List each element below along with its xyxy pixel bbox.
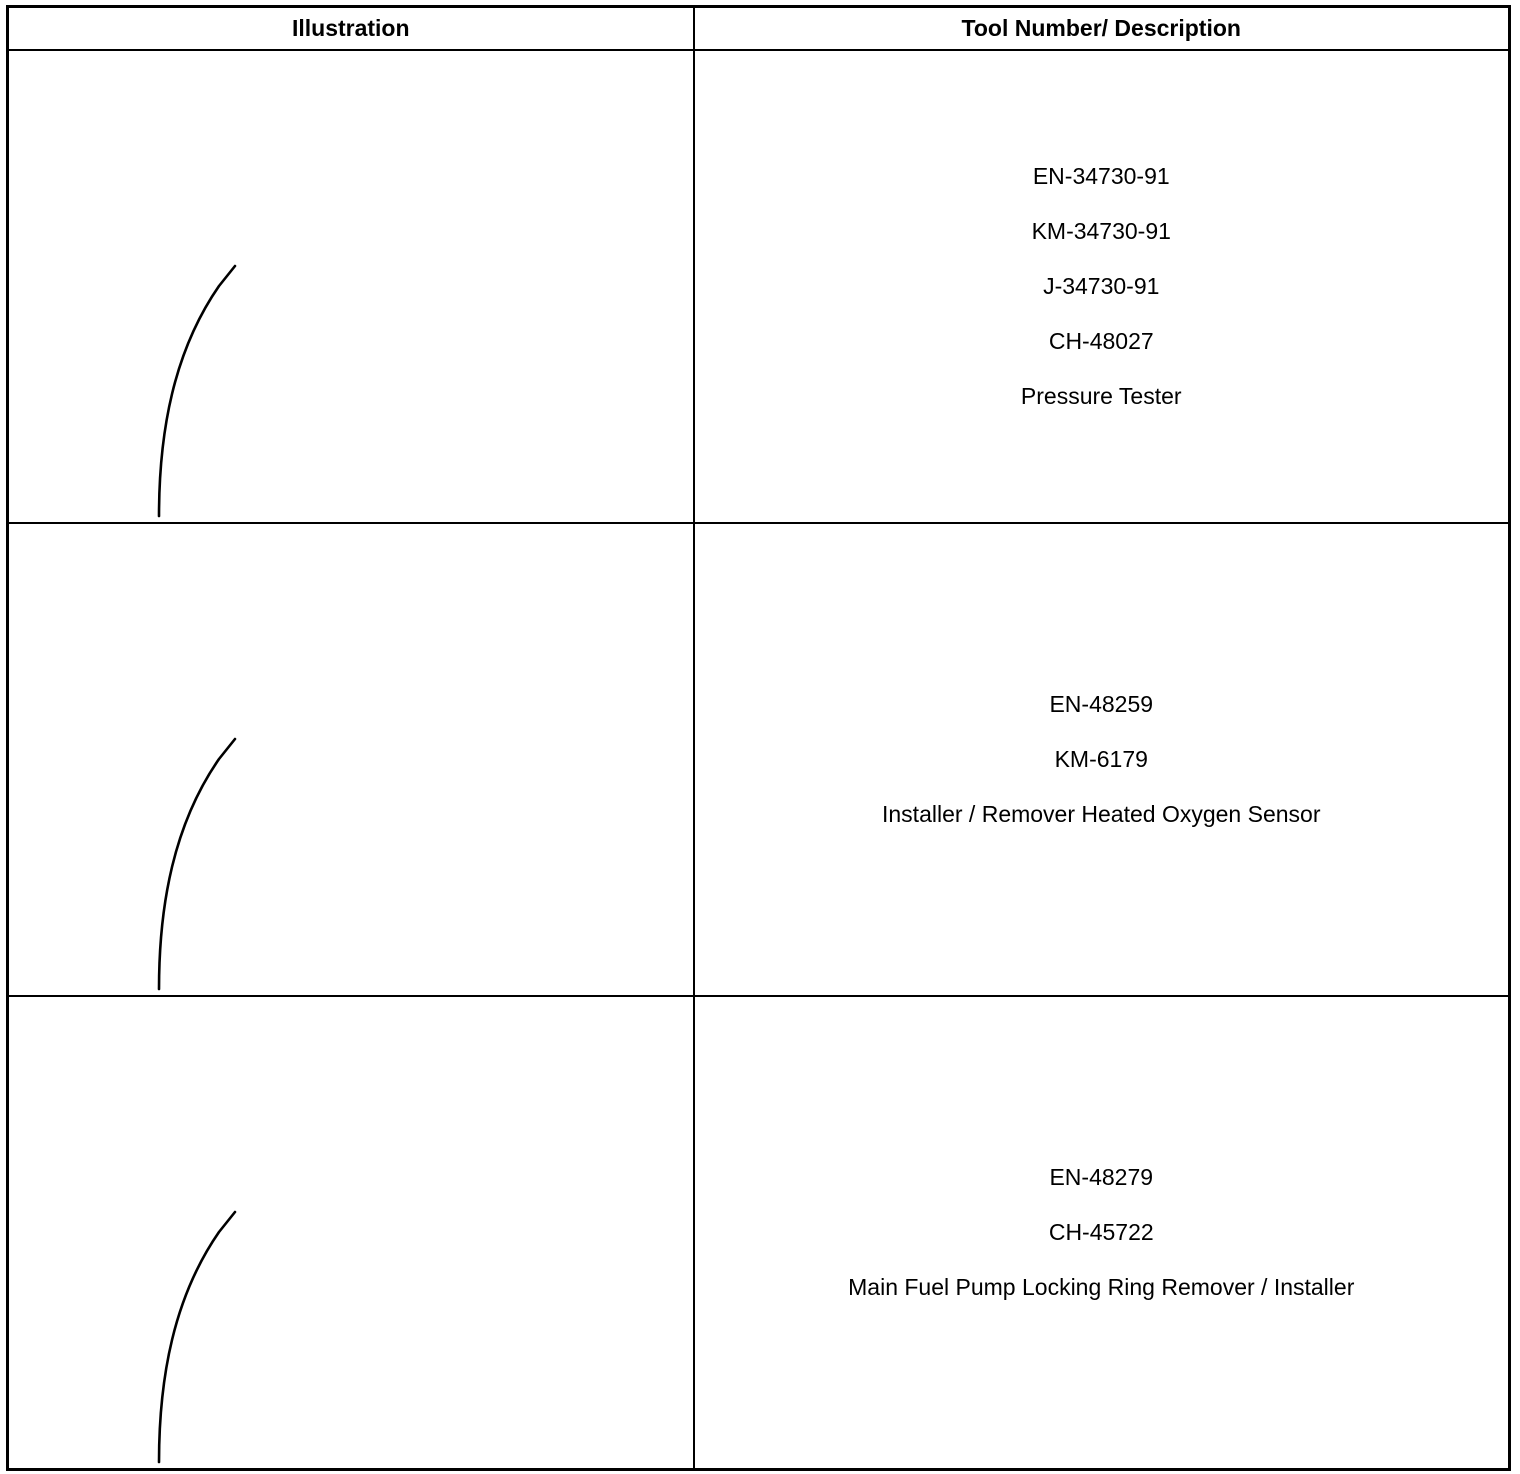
tool-number: KM-6179 bbox=[1054, 746, 1148, 772]
tool-description: Installer / Remover Heated Oxygen Sensor bbox=[882, 801, 1321, 827]
pressure-gauge-hose-icon bbox=[9, 997, 695, 1469]
table-row bbox=[8, 996, 1510, 1469]
tool-description: Pressure Tester bbox=[1020, 383, 1182, 409]
header-row bbox=[8, 7, 1510, 51]
header-tool-description: Tool Number/ Description bbox=[694, 7, 1510, 51]
tool-number: KM-34730-91 bbox=[1031, 218, 1171, 244]
tools-table bbox=[6, 5, 1511, 1471]
pressure-gauge-hose-icon bbox=[9, 524, 695, 996]
tool-number: J-34730-91 bbox=[1043, 273, 1160, 299]
description-cell bbox=[694, 50, 1510, 523]
tool-number: EN-48259 bbox=[1049, 691, 1154, 717]
description-cell bbox=[694, 996, 1510, 1469]
tool-description: Main Fuel Pump Locking Ring Remover / Installer bbox=[848, 1273, 1355, 1300]
tool-number: CH-48027 bbox=[1048, 328, 1154, 354]
description-cell bbox=[694, 523, 1510, 996]
illustration-cell bbox=[8, 50, 694, 523]
table-row bbox=[8, 50, 1510, 523]
tool-number: EN-34730-91 bbox=[1032, 163, 1170, 189]
tool-number: CH-45722 bbox=[1048, 1218, 1154, 1245]
illustration-cell bbox=[8, 996, 694, 1469]
pressure-gauge-hose-icon bbox=[9, 51, 695, 523]
table-row bbox=[8, 523, 1510, 996]
illustration-cell bbox=[8, 523, 694, 996]
tool-number: EN-48279 bbox=[1049, 1163, 1154, 1190]
header-illustration: Illustration bbox=[8, 7, 694, 51]
